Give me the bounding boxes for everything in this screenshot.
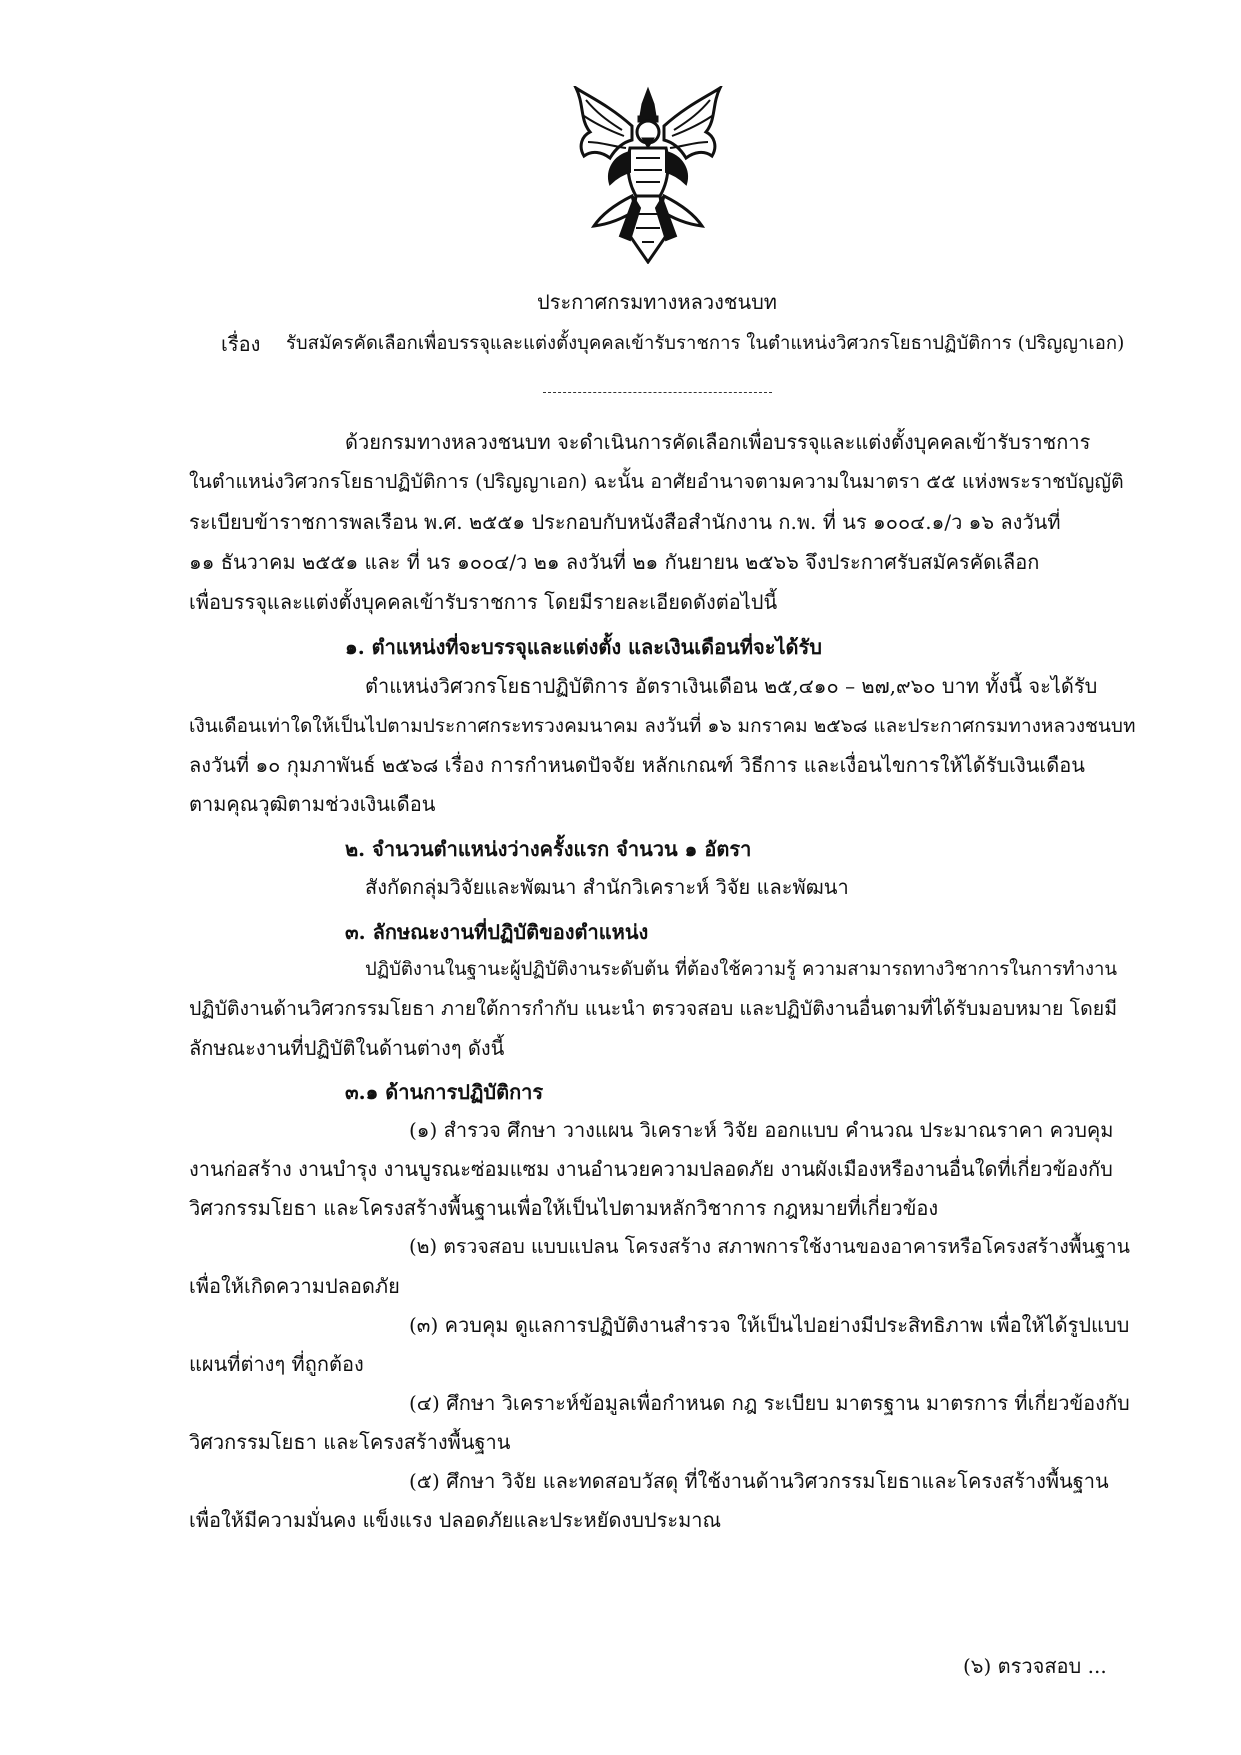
- intro-line: ๑๑ ธันวาคม ๒๕๕๑ และ ที่ นร ๑๐๐๔/ว ๒๑ ลงวันที่ ๒๑ กันยายน ๒๕๖๖ จึงประกาศรับสมัครคัดเลือก: [189, 550, 1040, 574]
- list-item: (๑) สำรวจ ศึกษา วางแผน วิเคราะห์ วิจัย ออกแบบ คำนวณ ประมาณราคา ควบคุม: [409, 1118, 1114, 1142]
- section-3-line: ลักษณะงานที่ปฏิบัติในด้านต่างๆ ดังนี้: [189, 1036, 505, 1060]
- divider: [543, 392, 772, 393]
- intro-line: ระเบียบข้าราชการพลเรือน พ.ศ. ๒๕๕๑ ประกอบกับหนังสือสำนักงาน ก.พ. ที่ นร ๑๐๐๔.๑/ว ๑๖ ลงวันที่: [189, 510, 1061, 534]
- section-1-line: ตำแหน่งวิศวกรโยธาปฏิบัติการ อัตราเงินเดือน ๒๕,๔๑๐ – ๒๗,๙๖๐ บาท ทั้งนี้ จะได้รับ: [365, 674, 1098, 698]
- subject-label: เรื่อง: [221, 332, 261, 356]
- list-item: (๕) ศึกษา วิจัย และทดสอบวัสดุ ที่ใช้งานด้านวิศวกรรมโยธาและโครงสร้างพื้นฐาน: [409, 1469, 1109, 1493]
- section-1-heading: ๑. ตำแหน่งที่จะบรรจุและแต่งตั้ง และเงินเดือนที่จะได้รับ: [345, 635, 822, 659]
- intro-line: ในตำแหน่งวิศวกรโยธาปฏิบัติการ (ปริญญาเอก) ฉะนั้น อาศัยอำนาจตามความในมาตรา ๕๕ แห่งพระราชบัญญัติ: [189, 470, 1124, 493]
- list-item: แผนที่ต่างๆ ที่ถูกต้อง: [189, 1352, 364, 1376]
- list-item: วิศวกรรมโยธา และโครงสร้างพื้นฐานเพื่อให้เป็นไปตามหลักวิชาการ กฎหมายที่เกี่ยวข้อง: [189, 1196, 939, 1220]
- list-item: วิศวกรรมโยธา และโครงสร้างพื้นฐาน: [189, 1430, 511, 1454]
- section-1-line: เงินเดือนเท่าใดให้เป็นไปตามประกาศกระทรวงคมนาคม ลงวันที่ ๑๖ มกราคม ๒๕๖๘ และประกาศกรมทางหลวงชนบท: [189, 715, 1136, 737]
- continuation-note: (๖) ตรวจสอบ ...: [963, 1654, 1107, 1678]
- intro-line: เพื่อบรรจุและแต่งตั้งบุคคลเข้ารับราชการ โดยมีรายละเอียดดังต่อไปนี้: [189, 590, 778, 614]
- section-2-heading: ๒. จำนวนตำแหน่งว่างครั้งแรก จำนวน ๑ อัตรา: [345, 837, 752, 861]
- subject-text: รับสมัครคัดเลือกเพื่อบรรจุและแต่งตั้งบุคคลเข้ารับราชการ ในตำแหน่งวิศวกรโยธาปฏิบัติการ (ปริญญาเอก): [286, 333, 1125, 354]
- announcement-title: ประกาศกรมทางหลวงชนบท: [537, 290, 777, 314]
- list-item: (๓) ควบคุม ดูแลการปฏิบัติงานสำรวจ ให้เป็นไปอย่างมีประสิทธิภาพ เพื่อให้ได้รูปแบบ: [409, 1313, 1130, 1337]
- list-item: (๒) ตรวจสอบ แบบแปลน โครงสร้าง สภาพการใช้งานของอาคารหรือโครงสร้างพื้นฐาน: [409, 1235, 1130, 1258]
- section-3-1-heading: ๓.๑ ด้านการปฏิบัติการ: [345, 1080, 544, 1104]
- section-3-line: ปฏิบัติงานในฐานะผู้ปฏิบัติงานระดับต้น ที่ต้องใช้ความรู้ ความสามารถทางวิชาการในการทำงาน: [365, 959, 1118, 980]
- garuda-emblem-icon: [570, 86, 726, 264]
- section-3-line: ปฏิบัติงานด้านวิศวกรรมโยธา ภายใต้การกำกับ แนะนำ ตรวจสอบ และปฏิบัติงานอื่นตามที่ได้รับมอบหมาย โดยมี: [189, 997, 1118, 1020]
- section-3-heading: ๓. ลักษณะงานที่ปฏิบัติของตำแหน่ง: [345, 920, 649, 944]
- intro-line: ด้วยกรมทางหลวงชนบท จะดำเนินการคัดเลือกเพื่อบรรจุและแต่งตั้งบุคคลเข้ารับราชการ: [345, 430, 1091, 454]
- section-2-line: สังกัดกลุ่มวิจัยและพัฒนา สำนักวิเคราะห์ วิจัย และพัฒนา: [365, 875, 849, 899]
- section-1-line: ตามคุณวุฒิตามช่วงเงินเดือน: [189, 792, 436, 816]
- list-item: เพื่อให้เกิดความปลอดภัย: [189, 1274, 400, 1298]
- list-item: เพื่อให้มีความมั่นคง แข็งแรง ปลอดภัยและประหยัดงบประมาณ: [189, 1508, 722, 1532]
- list-item: งานก่อสร้าง งานบำรุง งานบูรณะซ่อมแซม งานอำนวยความปลอดภัย งานผังเมืองหรืองานอื่นใดที่เกี่ยวข้องกับ: [189, 1157, 1113, 1181]
- list-item: (๔) ศึกษา วิเคราะห์ข้อมูลเพื่อกำหนด กฎ ระเบียบ มาตรฐาน มาตรการ ที่เกี่ยวข้องกับ: [409, 1391, 1130, 1415]
- section-1-line: ลงวันที่ ๑๐ กุมภาพันธ์ ๒๕๖๘ เรื่อง การกำหนดปัจจัย หลักเกณฑ์ วิธีการ และเงื่อนไขการให้ได้รับเงินเดือน: [189, 753, 1085, 777]
